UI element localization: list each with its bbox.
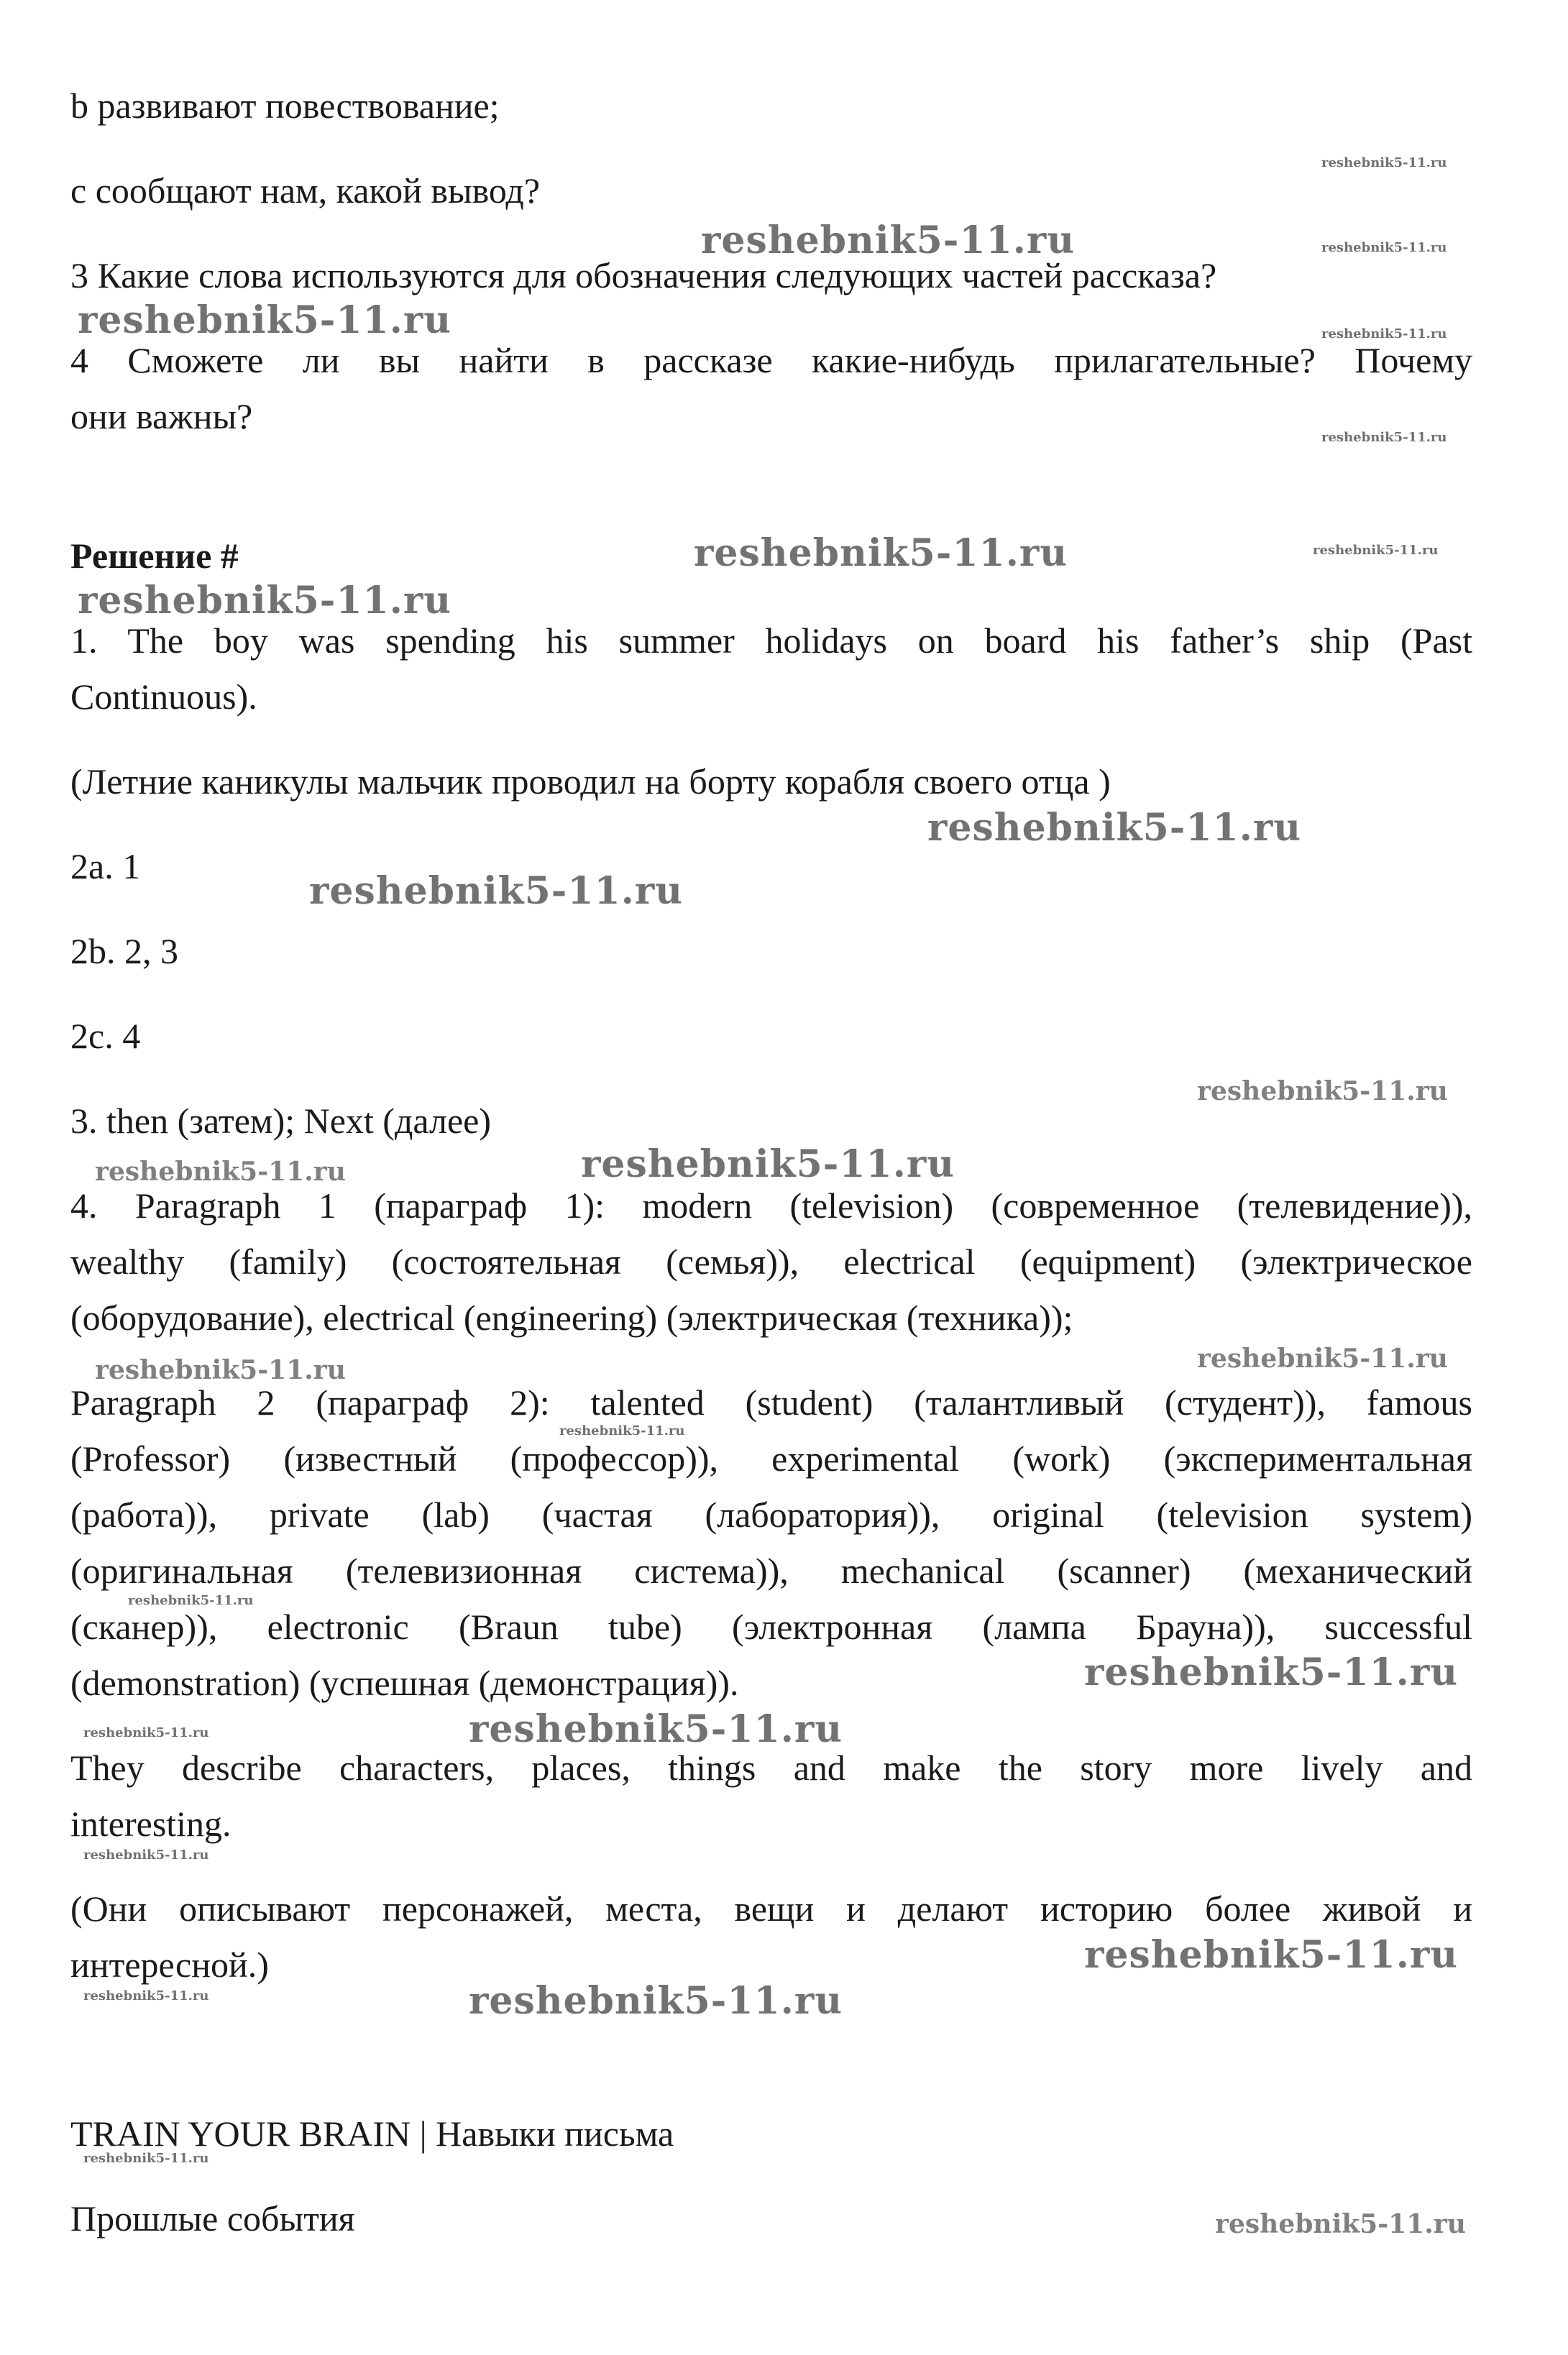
- question-c: c сообщают нам, какой вывод?: [70, 170, 541, 211]
- question-4-line-1: 4 Сможете ли вы найти в рассказе какие-нибудь прилагательные? Почему: [70, 340, 1472, 380]
- section-title: TRAIN YOUR BRAIN | Навыки письма: [70, 2113, 674, 2154]
- summary-line-2: interesting.: [70, 1804, 231, 1844]
- answer-4-line-3: (оборудование), electrical (engineering) (электрическая (техника));: [70, 1298, 1073, 1338]
- watermark: reshebnik5-11.ru: [1321, 430, 1447, 445]
- question-4-line-2: они важны?: [70, 396, 253, 436]
- watermark: reshebnik5-11.ru: [1215, 2209, 1466, 2239]
- watermark: reshebnik5-11.ru: [469, 1979, 843, 2023]
- answer-2c: 2c. 4: [70, 1016, 141, 1056]
- watermark: reshebnik5-11.ru: [83, 1988, 209, 2003]
- paragraph-2-line-1: Paragraph 2 (параграф 2): talented (student) (талантливый (студент)), famous: [70, 1382, 1472, 1423]
- watermark: reshebnik5-11.ru: [469, 1707, 843, 1751]
- watermark: reshebnik5-11.ru: [78, 298, 452, 342]
- paragraph-2-line-3: (работа)), private (lab) (частая (лаборатория)), original (television system): [70, 1495, 1472, 1535]
- watermark: reshebnik5-11.ru: [694, 531, 1068, 575]
- watermark: reshebnik5-11.ru: [1321, 240, 1447, 255]
- paragraph-2-line-5: (сканер)), electronic (Braun tube) (электронная (лампа Брауна)), successful: [70, 1607, 1472, 1647]
- answer-1-translation: (Летние каникулы мальчик проводил на борту корабля своего отца ): [70, 761, 1111, 802]
- watermark: reshebnik5-11.ru: [1321, 155, 1447, 170]
- watermark: reshebnik5-11.ru: [83, 1847, 209, 1863]
- question-3: 3 Какие слова используются для обозначения следующих частей рассказа?: [70, 255, 1217, 295]
- answer-1-line-1: 1. The boy was spending his summer holidays on board his father’s ship (Past: [70, 620, 1472, 661]
- paragraph-2-line-6: (demonstration) (успешная (демонстрация)).: [70, 1663, 739, 1703]
- watermark: reshebnik5-11.ru: [95, 1157, 346, 1187]
- answer-2a: 2a. 1: [70, 846, 141, 886]
- answer-1-line-2: Continuous).: [70, 676, 257, 717]
- watermark: reshebnik5-11.ru: [309, 869, 684, 913]
- watermark: reshebnik5-11.ru: [927, 806, 1302, 850]
- answer-2b: 2b. 2, 3: [70, 931, 178, 971]
- watermark: reshebnik5-11.ru: [1313, 543, 1439, 558]
- question-b: b развивают повествование;: [70, 86, 500, 126]
- watermark: reshebnik5-11.ru: [83, 2151, 209, 2166]
- watermark: reshebnik5-11.ru: [78, 579, 452, 623]
- watermark: reshebnik5-11.ru: [1084, 1651, 1459, 1694]
- watermark: reshebnik5-11.ru: [1321, 326, 1447, 341]
- section-subtitle: Прошлые события: [70, 2198, 355, 2239]
- solution-heading: Решение #: [70, 536, 239, 576]
- summary-line-1: They describe characters, places, things and make the story more lively and: [70, 1748, 1472, 1788]
- watermark: reshebnik5-11.ru: [1197, 1344, 1448, 1374]
- watermark: reshebnik5-11.ru: [1084, 1933, 1459, 1977]
- answer-3: 3. then (затем); Next (далее): [70, 1101, 492, 1141]
- answer-4-line-2: wealthy (family) (состоятельная (семья)), electrical (equipment) (электрическое: [70, 1241, 1472, 1282]
- watermark: reshebnik5-11.ru: [1197, 1076, 1448, 1106]
- watermark: reshebnik5-11.ru: [701, 219, 1076, 262]
- paragraph-2-line-4: (оригинальная (телевизионная система)), mechanical (scanner) (механический: [70, 1551, 1472, 1591]
- answer-4-line-1: 4. Paragraph 1 (параграф 1): modern (television) (современное (телевидение)),: [70, 1185, 1472, 1226]
- summary-translation-line-2: интересной.): [70, 1945, 269, 1985]
- watermark: reshebnik5-11.ru: [581, 1142, 955, 1186]
- watermark: reshebnik5-11.ru: [128, 1593, 254, 1608]
- watermark: reshebnik5-11.ru: [83, 1725, 209, 1740]
- watermark: reshebnik5-11.ru: [559, 1423, 685, 1438]
- watermark: reshebnik5-11.ru: [95, 1355, 346, 1385]
- summary-translation-line-1: (Они описывают персонажей, места, вещи и делают историю более живой и: [70, 1888, 1472, 1929]
- paragraph-2-line-2: (Professor) (известный (профессор)), experimental (work) (экспериментальная: [70, 1438, 1472, 1479]
